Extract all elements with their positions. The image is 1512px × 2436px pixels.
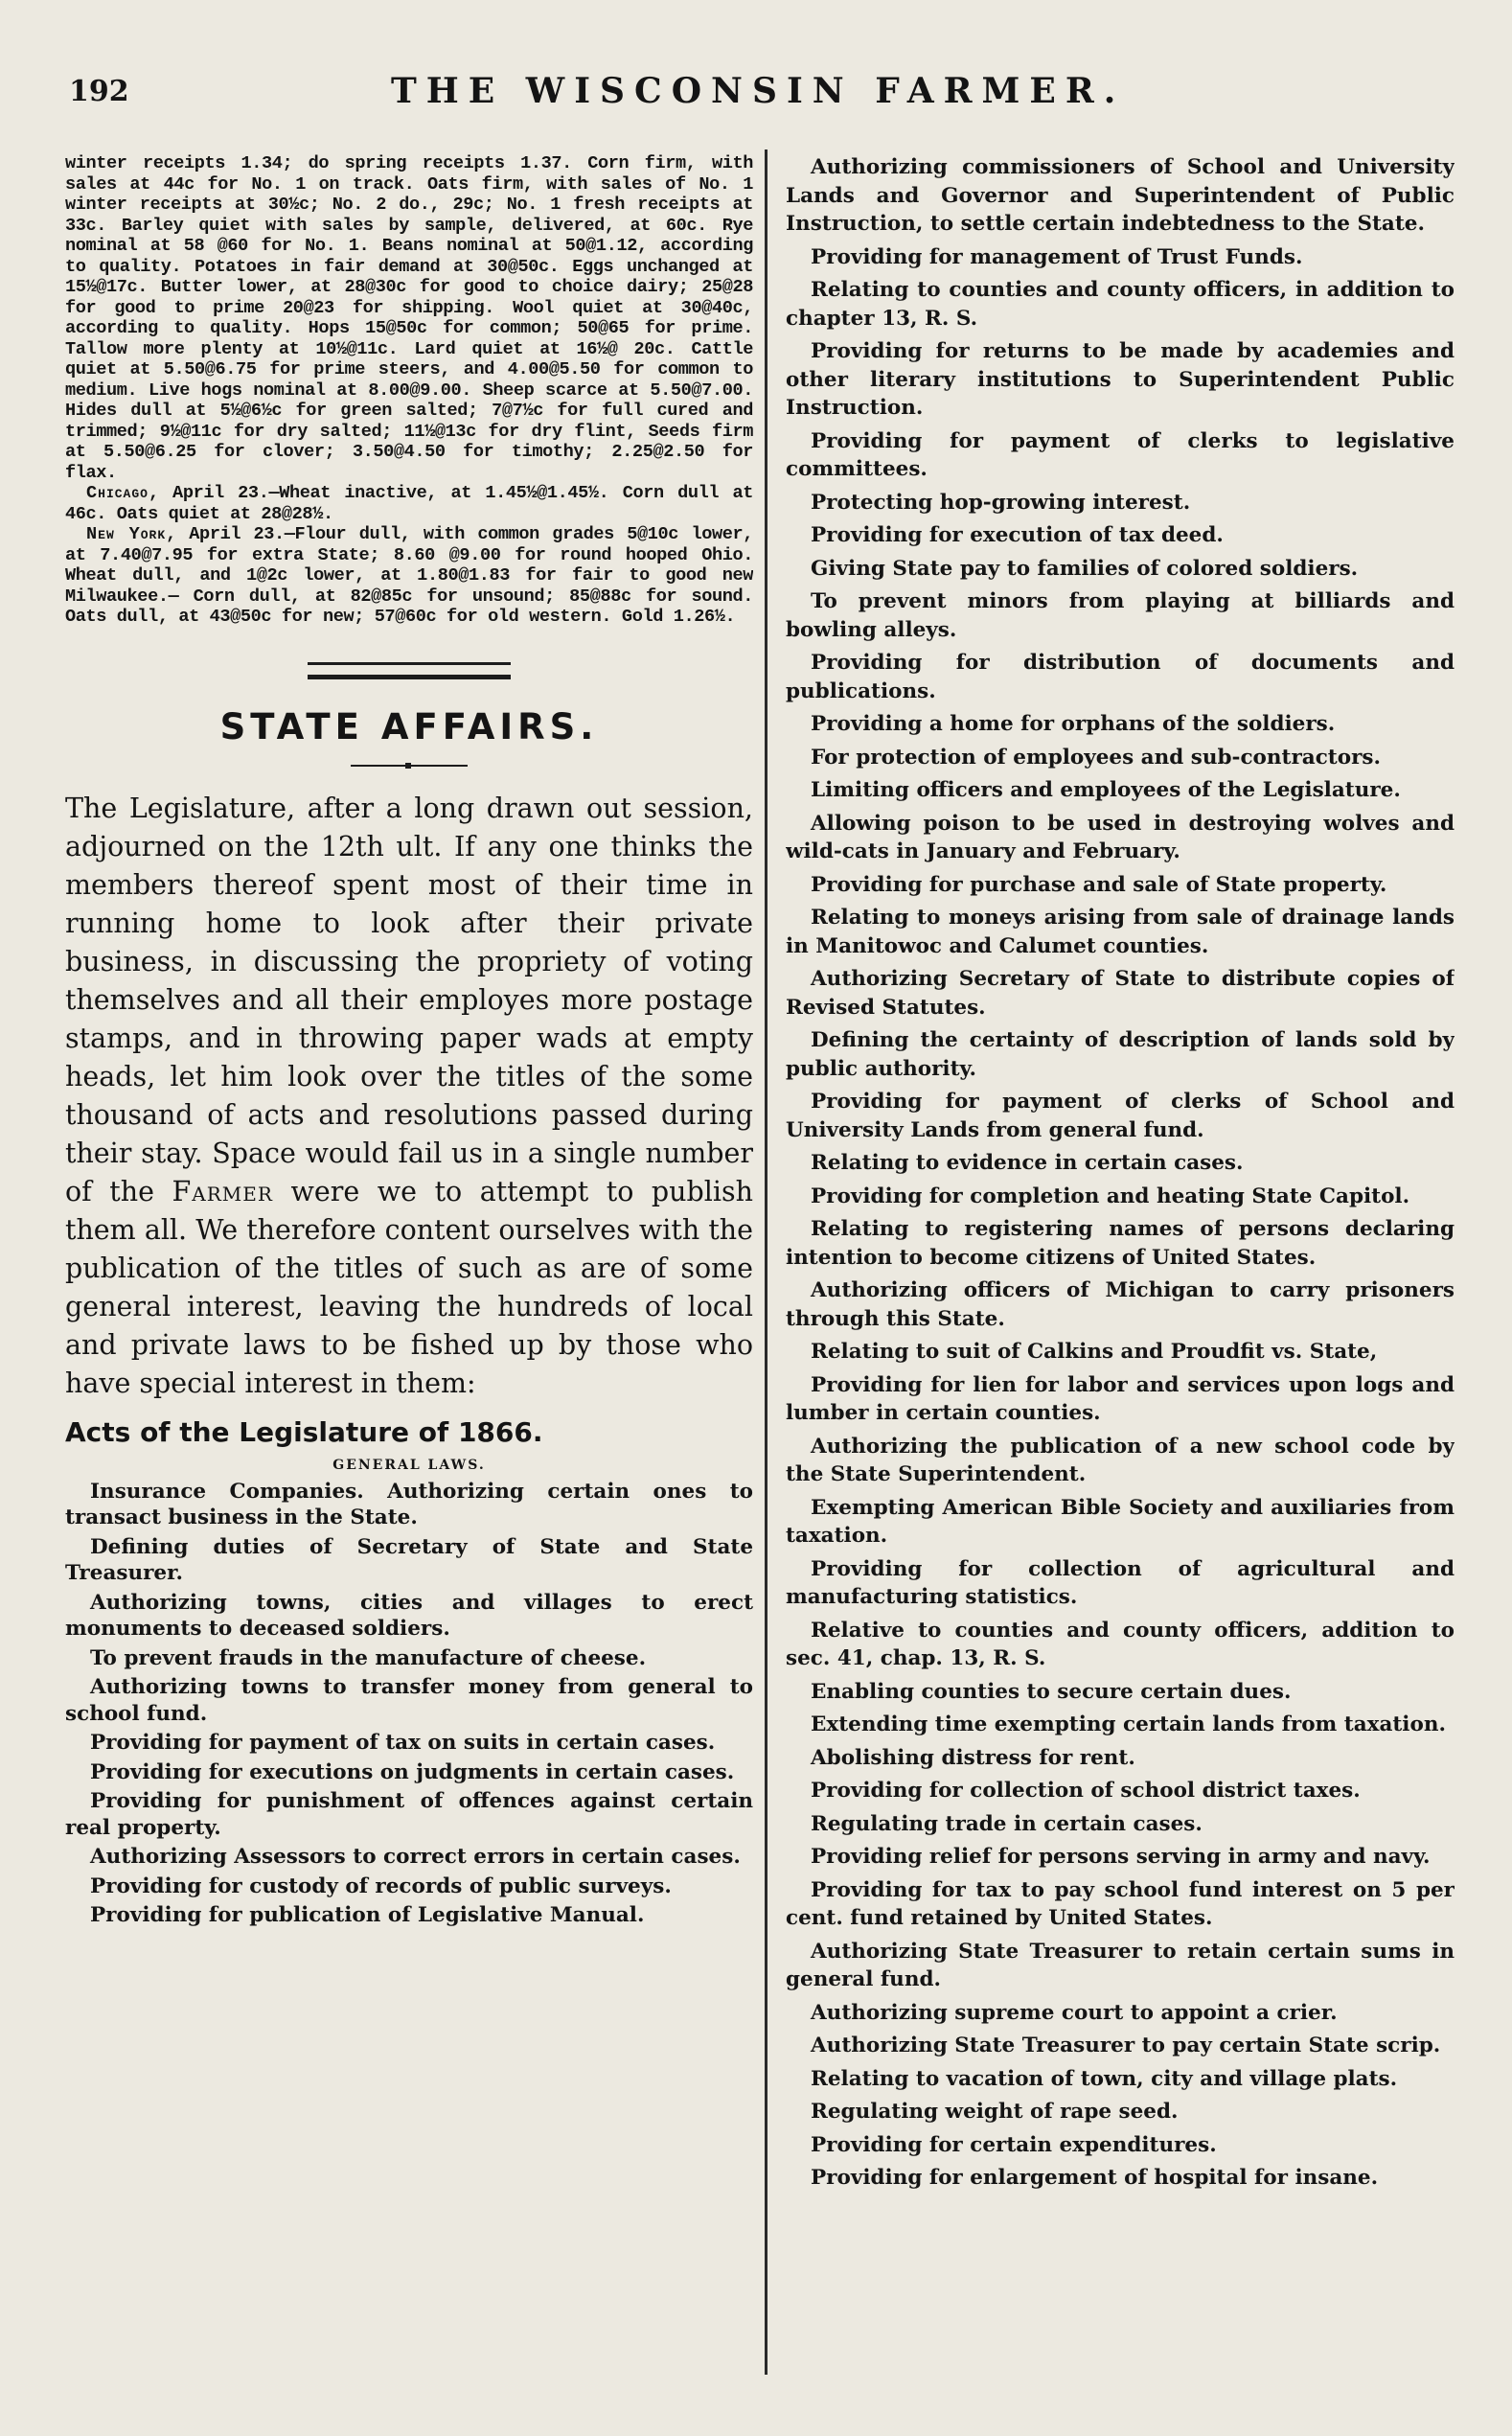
acts-list-right xyxy=(786,153,1455,2193)
act-title: Enabling counties to secure certain dues. xyxy=(811,1679,1292,1704)
act-title: Providing for publication of Legislative Manual. xyxy=(90,1903,645,1927)
act-title: Defining duties of Secretary of State and State Treasurer. xyxy=(65,1534,753,1585)
city-new-york: New York xyxy=(86,524,167,544)
section-title: STATE AFFAIRS. xyxy=(219,705,599,747)
act-title: Providing a home for orphans of the soldiers. xyxy=(811,712,1336,736)
act-title: Extending time exempting certain lands from taxation. xyxy=(811,1712,1446,1736)
act-title: Relating to vacation of town, city and village plats. xyxy=(811,2066,1398,2091)
act-title: Authorizing the publication of a new school code by the State Superintendent. xyxy=(786,1434,1455,1486)
act-title: Providing for management of Trust Funds. xyxy=(811,244,1303,269)
act-title: Insurance Companies. Authorizing certain ones to transact business in the State. xyxy=(65,1479,753,1529)
act-title: Providing for collection of agricultural and manufacturing statistics. xyxy=(786,1556,1455,1609)
act-title: Limiting officers and employees of the Legislature. xyxy=(811,778,1401,802)
act-title: Protecting hop-growing interest. xyxy=(811,490,1191,515)
act-title: Authorizing commissioners of School and University Lands and Governor and Superintendent of Public Instruction, to settle certain indebtedness to the State. xyxy=(786,155,1455,236)
act-title: Providing for payment of clerks to legislative committees. xyxy=(786,428,1455,481)
act-title: Defining the certainty of description of lands sold by public authority. xyxy=(786,1028,1455,1081)
market-paragraph: winter receipts 1.34; do spring receipts 1.37. Corn firm, with sales at 44c for No. 1 on track. Oats firm, with sales of No. 1 winter receipts at 30½c; No. 2 do., 29c; No. 1 fresh receipts at 33c. Barley quiet with sales by sample, delivered, at 60c. Rye nominal at 58 @60 for No. 1. Beans nominal at 50@1.12, according to quality. Potatoes in fair demand at 30@50c. Eggs unchanged at 15½@17c. Butter lower, at 28@30c for good to choice dairy; 25@28 for good to prime 20@23 for shipping. Wool quiet at 30@40c, according to quality. Hops 15@50c for common; 50@65 for prime. Tallow more plenty at 10½@11c. Lard quiet at 16½@ 20c. Cattle quiet at 5.50@6.75 for prime steers, and 4.00@5.50 for common to medium. Live hogs nominal at 8.00@9.00. Sheep scarce at 5.50@7.00. Hides dull at 5½@6½c for green salted; 7@7½c for full cured and trimmed; 9½@11c for dry salted; 11½@13c for dry flint, Seeds firm at 5.50@6.25 for clover; 3.50@4.50 for timothy; 2.25@2.50 for flax. xyxy=(65,153,753,483)
farmer-name: Farmer xyxy=(172,1175,273,1207)
act-title: Providing for execution of tax deed. xyxy=(811,523,1224,547)
ornamental-rule xyxy=(308,662,511,679)
act-title: Abolishing distress for rent. xyxy=(811,1745,1135,1770)
act-title: Authorizing Assessors to correct errors in certain cases. xyxy=(90,1845,741,1869)
right-column xyxy=(786,153,1455,2377)
act-title: Providing for certain expenditures. xyxy=(811,2132,1217,2157)
act-title: Relative to counties and county officers, addition to sec. 41, chap. 13, R. S. xyxy=(786,1618,1455,1670)
act-title: Authorizing supreme court to appoint a crier. xyxy=(811,2000,1338,2025)
act-title: Authorizing towns, cities and villages to erect monuments to deceased soldiers. xyxy=(65,1590,753,1641)
act-title: Relating to counties and county officers, in addition to chapter 13, R. S. xyxy=(786,278,1455,331)
act-title: Providing for distribution of documents and publications. xyxy=(786,651,1455,703)
market-paragraph-new-york: New York, April 23.—Flour dull, with common grades 5@10c lower, at 7.40@7.95 for extra State; 8.60 @9.00 for round hooped Ohio. Wheat dull, and 1@2c lower, at 1.80@1.83 for fair to good new Milwaukee.— Corn dull, at 82@85c for unsound; 85@88c for sound. Oats dull, at 43@50c for new; 57@60c for old western. Gold 1.26½. xyxy=(65,524,753,627)
market-report xyxy=(65,153,753,628)
act-title: Relating to moneys arising from sale of drainage lands in Manitowoc and Calumet counties. xyxy=(786,906,1455,958)
act-title: Regulating trade in certain cases. xyxy=(811,1811,1203,1836)
act-title: Allowing poison to be used in destroying wolves and wild-cats in January and February. xyxy=(786,811,1455,863)
act-title: Providing for payment of tax on suits in certain cases. xyxy=(90,1731,716,1755)
act-title: Exempting American Bible Society and auxiliaries from taxation. xyxy=(786,1495,1455,1548)
market-paragraph-chicago: Chicago, April 23.—Wheat inactive, at 1.45½@1.45½. Corn dull at 46c. Oats quiet at 28@28½. xyxy=(65,483,753,524)
act-title: Relating to evidence in certain cases. xyxy=(811,1151,1244,1175)
short-divider xyxy=(351,765,468,767)
act-title: Authorizing officers of Michigan to carry prisoners through this State. xyxy=(786,1278,1455,1331)
act-title: Providing for enlargement of hospital for insane. xyxy=(811,2166,1379,2190)
act-title: Giving State pay to families of colored soldiers. xyxy=(811,556,1359,581)
masthead: THE WISCONSIN FARMER. xyxy=(391,71,1126,111)
intro-paragraph: The Legislature, after a long drawn out session, adjourned on the 12th ult. If any one thinks the members thereof spent most of their time in running home to look after their private business, in discussing the propriety of voting themselves and all their employes more postage stamps, and in throwing paper wads at empty heads, let him look over the titles of the some thousand of acts and resolutions passed during their stay. Space would fail us in a single number of the Farmer were we to attempt to publish them all. We therefore content ourselves with the publication of the titles of such as are of some general interest, leaving the hundreds of local and private laws to be fished up by those who have special interest in them: xyxy=(65,792,753,1399)
act-title: Providing for custody of records of public surveys. xyxy=(90,1873,672,1898)
acts-list-left xyxy=(65,1479,753,1929)
city-chicago: Chicago xyxy=(86,483,149,503)
act-title: To prevent minors from playing at billiards and bowling alleys. xyxy=(786,589,1455,642)
page-header xyxy=(65,65,1455,123)
act-title: Providing for lien for labor and services upon logs and lumber in certain counties. xyxy=(786,1372,1455,1425)
act-title: Providing for punishment of offences against certain real property. xyxy=(65,1789,753,1840)
act-title: Providing for purchase and sale of State property. xyxy=(811,872,1387,897)
act-title: Authorizing towns to transfer money from general to school fund. xyxy=(65,1675,753,1726)
act-title: Relating to suit of Calkins and Proudfit vs. State, xyxy=(811,1340,1378,1364)
act-title: Authorizing State Treasurer to retain certain sums in general fund. xyxy=(786,1939,1455,1991)
act-title: To prevent frauds in the manufacture of cheese. xyxy=(90,1645,647,1670)
general-laws-heading: GENERAL LAWS. xyxy=(332,1457,486,1473)
act-title: Providing for completion and heating State Capitol. xyxy=(811,1184,1410,1208)
act-title: Providing for tax to pay school fund interest on 5 per cent. fund retained by United States. xyxy=(786,1877,1455,1930)
act-title: Providing relief for persons serving in army and navy. xyxy=(811,1845,1431,1869)
act-title: Regulating weight of rape seed. xyxy=(811,2100,1179,2124)
act-title: Authorizing Secretary of State to distribute copies of Revised Statutes. xyxy=(786,967,1455,1020)
act-title: Relating to registering names of persons declaring intention to become citizens of United States. xyxy=(786,1217,1455,1270)
act-title: Providing for returns to be made by academies and other literary institutions to Superintendent Public Instruction. xyxy=(786,339,1455,420)
left-column xyxy=(65,153,753,2377)
act-title: Authorizing State Treasurer to pay certain State scrip. xyxy=(811,2034,1441,2057)
act-title: For protection of employees and sub-contractors. xyxy=(811,745,1381,770)
column-divider xyxy=(765,149,767,2375)
acts-title: Acts of the Legislature of 1866. xyxy=(65,1415,543,1448)
newspaper-page xyxy=(65,65,1455,2384)
page-number: 192 xyxy=(69,75,129,108)
act-title: Providing for payment of clerks of School and University Lands from general fund. xyxy=(786,1090,1455,1142)
act-title: Providing for executions on judgments in certain cases. xyxy=(90,1759,735,1784)
act-title: Providing for collection of school district taxes. xyxy=(811,1779,1361,1803)
